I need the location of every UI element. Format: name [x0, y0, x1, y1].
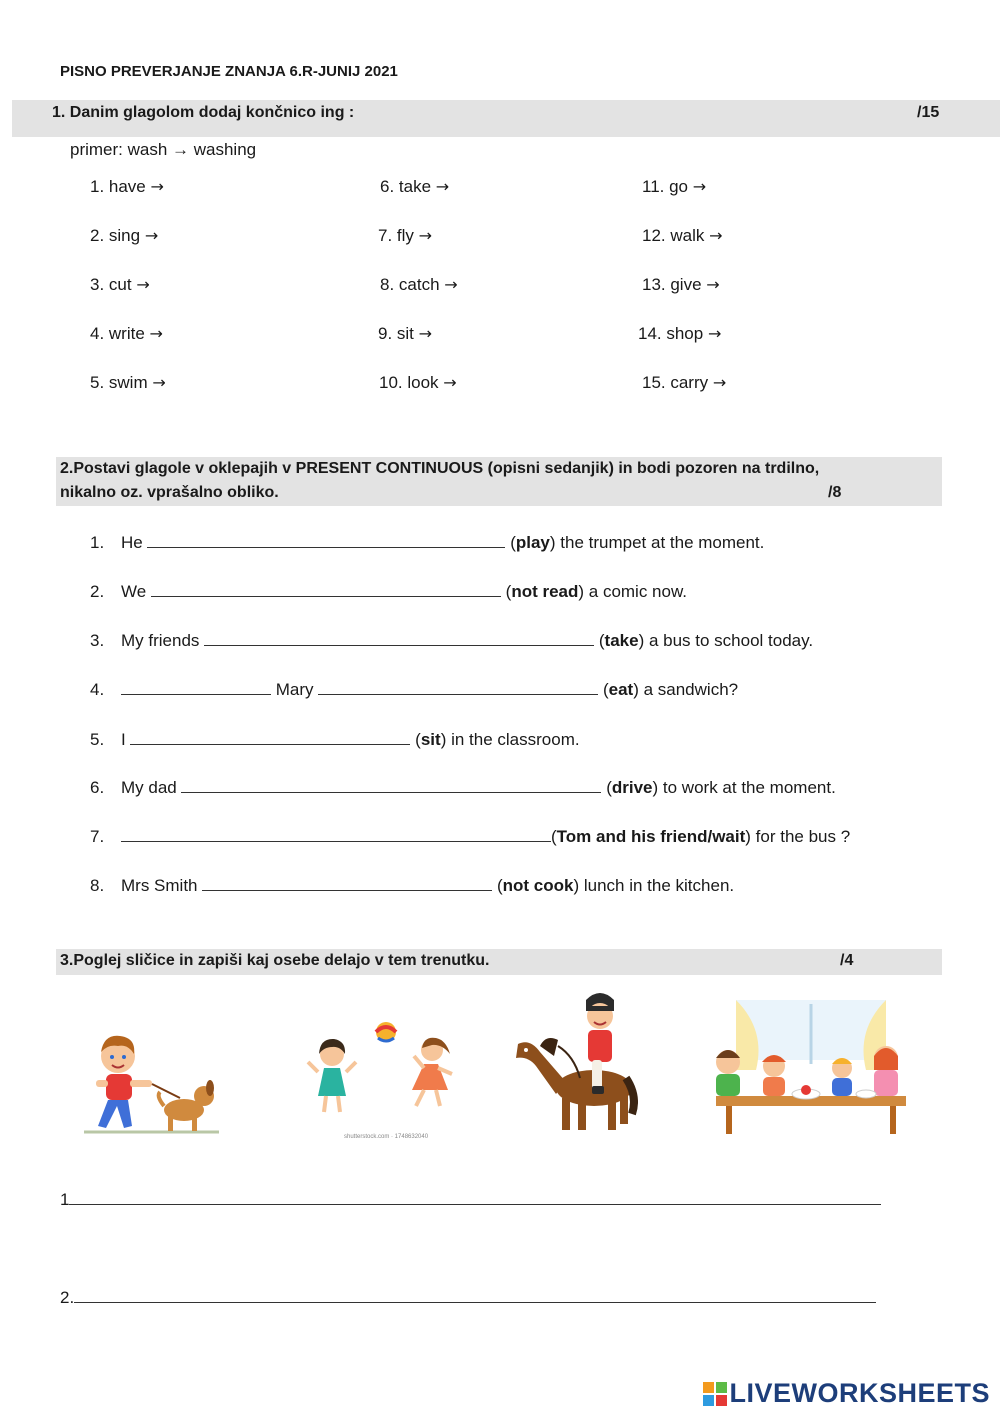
liveworksheets-logo-text: LIVEWORKSHEETS — [729, 1378, 990, 1408]
section1-points: /15 — [917, 104, 940, 121]
arrow-right-icon: → — [418, 324, 433, 343]
verb-item-13[interactable] — [642, 275, 720, 295]
verb-hint: not read — [511, 582, 579, 601]
verb-item-2[interactable] — [90, 226, 158, 246]
sentence-number: 6. — [90, 778, 105, 797]
answer-line-1-blank[interactable] — [69, 1190, 881, 1205]
sentence-rest: a comic now. — [588, 582, 688, 601]
verb-hint: play — [515, 533, 550, 552]
answer-blank[interactable] — [130, 730, 410, 745]
answer-line-2[interactable] — [60, 1288, 876, 1308]
sentence-8: 8. Mrs Smith (not cook) lunch in the kitchen. — [90, 876, 735, 895]
sentence-number: 7. — [90, 827, 105, 846]
sentence-subject: My dad — [121, 778, 182, 797]
sentence-2: 2. We (not read) a comic now. — [90, 582, 688, 601]
sentence-7: 7. (Tom and his friend/wait) for the bus ? — [90, 827, 851, 846]
verb-item-label: 1. have — [90, 177, 151, 196]
verb-item-7[interactable] — [378, 226, 432, 246]
verb-item-label: 2. sing — [90, 226, 145, 245]
verb-item-label: 7. fly — [378, 226, 419, 245]
verb-item-12[interactable] — [642, 226, 723, 246]
verb-item-10[interactable] — [379, 373, 457, 393]
sentence-rest: a sandwich? — [643, 680, 739, 699]
verb-item-5[interactable] — [90, 373, 166, 393]
verb-item-label: 5. swim — [90, 373, 153, 392]
sentence-rest: in the classroom. — [451, 730, 580, 749]
sentence-subject: I — [121, 730, 131, 749]
verb-item-label: 6. take — [380, 177, 436, 196]
arrow-right-icon: → — [152, 373, 166, 392]
sentence-rest: a bus to school today. — [648, 631, 814, 650]
liveworksheets-icon — [703, 1382, 727, 1406]
answer-blank[interactable] — [151, 582, 501, 597]
arrow-right-icon: → — [712, 373, 727, 392]
section3-heading: 3.Poglej sličice in zapiši kaj osebe delajo v tem trenutku. — [60, 952, 490, 969]
verb-item-15[interactable] — [642, 373, 726, 393]
sentence-rest: lunch in the kitchen. — [583, 876, 735, 895]
verb-item-3[interactable] — [90, 275, 150, 295]
verb-item-label: 11. go — [642, 177, 693, 196]
sentence-number: 2. — [90, 582, 105, 601]
section3-points: /4 — [840, 952, 854, 969]
section2-heading-line2: nikalno oz. vprašalno obliko. — [60, 484, 279, 501]
verb-item-8[interactable] — [380, 275, 458, 295]
arrow-right-icon: → — [149, 324, 163, 343]
verb-item-label: 4. write — [90, 324, 150, 343]
answer-line-2-number: 2. — [60, 1288, 75, 1307]
verb-item-14[interactable] — [638, 324, 721, 344]
verb-item-label: 3. cut — [90, 275, 137, 294]
answer-blank[interactable] — [204, 631, 594, 646]
verb-item-9[interactable] — [378, 324, 432, 344]
answer-blank[interactable] — [121, 680, 271, 695]
verb-item-6[interactable] — [380, 177, 449, 197]
sentence-number: 4. — [90, 680, 105, 699]
verb-item-11[interactable] — [642, 177, 706, 197]
sentence-4: 4. Mary (eat) a sandwich? — [90, 680, 739, 699]
verb-item-label: 8. catch — [380, 275, 445, 294]
answer-blank[interactable] — [202, 876, 492, 891]
sentence-subject: He — [121, 533, 148, 552]
section2-heading-line1: 2.Postavi glagole v oklepajih v PRESENT CONTINUOUS (opisni sedanjik) in bodi pozoren na trdilno, — [60, 460, 820, 477]
arrow-right-icon: → — [707, 324, 722, 343]
arrow-right-icon: → — [150, 177, 164, 196]
verb-item-1[interactable] — [90, 177, 164, 197]
verb-item-label: 12. walk — [642, 226, 710, 245]
arrow-right-icon: → — [136, 275, 150, 294]
arrow-right-icon: → — [709, 226, 723, 245]
sentence-number: 1. — [90, 533, 105, 552]
verb-item-label: 14. shop — [638, 324, 708, 343]
sentence-subject: Mary — [271, 680, 319, 699]
verb-hint: not cook — [502, 876, 574, 895]
sentence-1: 1. He (play) the trumpet at the moment. — [90, 533, 765, 552]
sentence-rest: for the bus ? — [755, 827, 851, 846]
arrow-right-icon: → — [706, 275, 720, 294]
section2-points: /8 — [828, 484, 842, 501]
sentence-5: 5. I (sit) in the classroom. — [90, 730, 580, 749]
answer-line-1-number: 1 — [60, 1190, 70, 1209]
section1-example: primer: wash → washing — [70, 140, 257, 159]
sentence-number: 5. — [90, 730, 105, 749]
boy-walking-dog-picture — [84, 1026, 224, 1141]
section1-heading: 1. Danim glagolom dodaj končnico ing : — [52, 104, 355, 121]
verb-hint: Tom and his friend/wait — [556, 827, 746, 846]
answer-blank[interactable] — [147, 533, 505, 548]
arrow-right-icon: → — [435, 177, 450, 196]
arrow-right-icon: → — [144, 226, 159, 245]
arrow-right-icon: → — [444, 275, 458, 294]
verb-item-label: 13. give — [642, 275, 707, 294]
sentence-rest: the trumpet at the moment. — [560, 533, 765, 552]
sentence-rest: to work at the moment. — [662, 778, 836, 797]
answer-line-1[interactable] — [60, 1190, 881, 1210]
verb-hint: drive — [611, 778, 653, 797]
girls-playing-ball-picture — [304, 1014, 464, 1140]
sentence-number: 3. — [90, 631, 105, 650]
verb-hint: take — [604, 631, 639, 650]
sentence-6: 6. My dad (drive) to work at the moment. — [90, 778, 836, 797]
arrow-right-icon: → — [418, 226, 433, 245]
verb-item-4[interactable] — [90, 324, 163, 344]
verb-item-label: 15. carry — [642, 373, 713, 392]
liveworksheets-logo — [703, 1378, 990, 1409]
shutterstock-watermark: shutterstock.com · 1748632040 — [344, 1134, 429, 1140]
sentence-3: 3. My friends (take) a bus to school today. — [90, 631, 814, 650]
page-title: PISNO PREVERJANJE ZNANJA 6.R-JUNIJ 2021 — [60, 63, 398, 80]
verb-item-label: 10. look — [379, 373, 444, 392]
verb-item-label: 9. sit — [378, 324, 419, 343]
sentence-subject: My friends — [121, 631, 205, 650]
family-eating-dinner-picture — [706, 1000, 916, 1140]
sentence-subject: Mrs Smith — [121, 876, 203, 895]
verb-hint: eat — [608, 680, 634, 699]
answer-blank[interactable] — [121, 827, 551, 842]
answer-line-2-blank[interactable] — [74, 1288, 876, 1303]
boy-riding-horse-picture — [514, 986, 638, 1140]
arrow-right-icon: → — [443, 373, 457, 392]
answer-blank[interactable] — [181, 778, 601, 793]
arrow-right-icon: → — [692, 177, 707, 196]
answer-blank[interactable] — [318, 680, 598, 695]
sentence-subject: We — [121, 582, 151, 601]
sentence-number: 8. — [90, 876, 105, 895]
verb-hint: sit — [420, 730, 441, 749]
